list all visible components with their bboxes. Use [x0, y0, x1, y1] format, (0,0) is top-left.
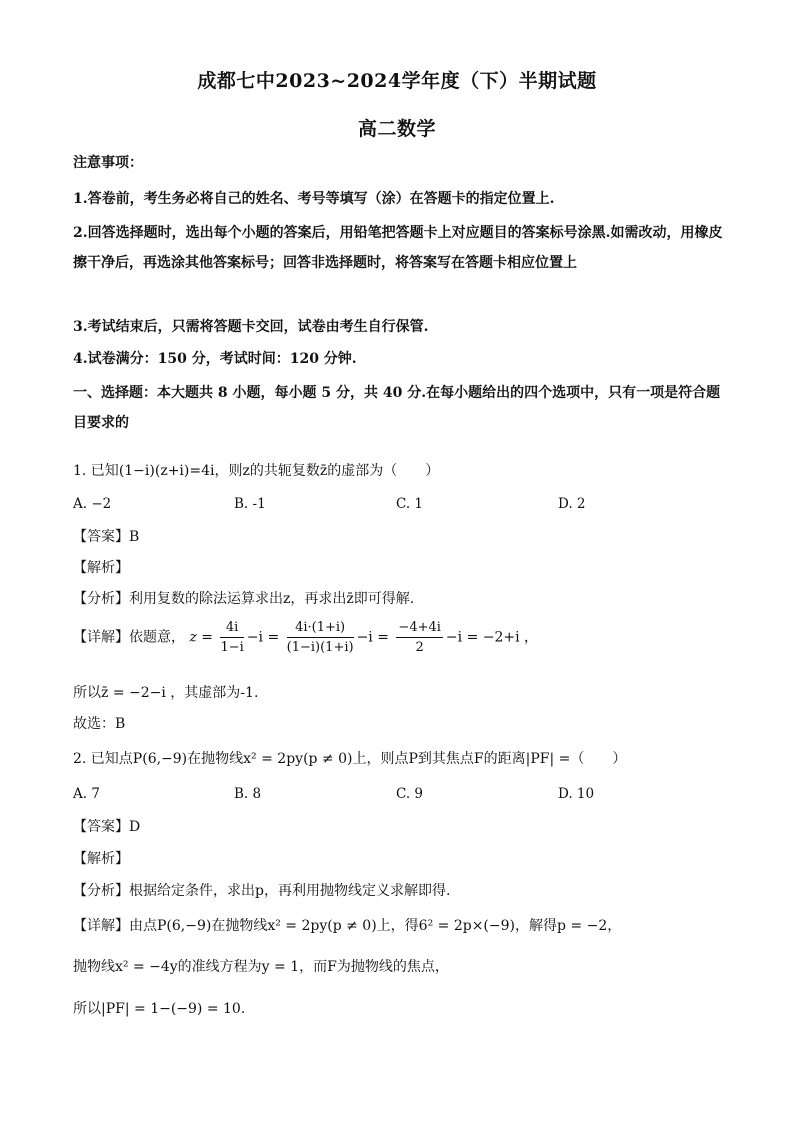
q1-choose: 故选：B	[73, 716, 126, 732]
q1-option-d: D. 2	[558, 496, 586, 512]
q1-fraction-3: $\frac{-4+4i}{2}$	[398, 620, 441, 655]
q1-fraction-1: $\frac{4i}{1-i}$	[220, 620, 244, 655]
page-title: 成都七中2023~2024学年度（下）半期试题	[197, 70, 597, 92]
q1-fenxi: 【分析】利用复数的除法运算求出z，再求出z̄即可得解.	[73, 591, 415, 607]
note-4: 4.试卷满分：150 分，考试时间：120 分钟.	[73, 351, 357, 367]
q2-stem: 2. 已知点P(6,−9)在抛物线x² = 2py(p ≠ 0)上，则点P到其焦点F的距离|PF| =（ ）	[73, 751, 627, 767]
q2-answer: 【答案】D	[73, 819, 141, 835]
q1-detail-tag: 【详解】依题意，	[73, 629, 185, 646]
notes-heading: 注意事项：	[73, 155, 143, 171]
q1-prefix: 1. 已知	[73, 463, 119, 479]
q1-so: 所以z̄ = −2−i ，其虚部为-1.	[73, 685, 259, 701]
q1-detail-lhs: z =	[189, 629, 214, 646]
page-subtitle: 高二数学	[357, 118, 436, 140]
q2-option-d: D. 10	[558, 786, 595, 802]
q1-stem	[73, 460, 439, 480]
q2-detail: 【详解】由点P(6,−9)在抛物线x² = 2py(p ≠ 0)上，得6² = 2p×(−9)，解得p = −2，	[73, 918, 622, 934]
q2-directrix: 抛物线x² = −4y的准线方程为y = 1，而F为抛物线的焦点，	[73, 959, 449, 975]
note-2: 2.回答选择题时，选出每个小题的答案后，用铅笔把答题卡上对应题目的答案标号涂黑.如需改动，用橡皮擦干净后，再选涂其他答案标号；回答非选择题时，将答案写在答题卡相应位置上	[73, 225, 723, 271]
q1-fraction-2: $\frac{4i\cdot(1+i)}{(1-i)(1+i)}$	[286, 620, 354, 655]
q1-analysis-tag: 【解析】	[73, 560, 129, 576]
q1-option-a: A. −2	[73, 496, 112, 512]
q2-fenxi: 【分析】根据给定条件，求出p，再利用抛物线定义求解即得.	[73, 883, 451, 899]
q2-analysis-tag: 【解析】	[73, 851, 129, 867]
q2-option-a: A. 7	[73, 786, 100, 802]
section-heading: 一、选择题：本大题共 8 小题，每小题 5 分，共 40 分.在每小题给出的四个选项中，只有一项是符合题目要求的	[73, 385, 721, 431]
q1-option-c: C. 1	[396, 496, 424, 512]
note-3: 3.考试结束后，只需将答题卡交回，试卷由考生自行保管.	[73, 319, 429, 335]
q1-answer: 【答案】B	[73, 529, 140, 545]
note-1: 1.答卷前，考生务必将自己的姓名、考号等填写（涂）在答题卡的指定位置上.	[73, 191, 555, 207]
q2-option-c: C. 9	[396, 786, 424, 802]
q2-option-b: B. 8	[234, 786, 262, 802]
q1-suffix: ，则z的共轭复数z̄的虚部为（ ）	[214, 463, 440, 479]
q1-formula: (1−i)(z+i)=4i	[118, 463, 215, 479]
q2-so: 所以|PF| = 1−(−9) = 10.	[73, 1001, 246, 1017]
q1-detail: 【详解】依题意， z = $\frac{4i}{1-i}$ −i = $\frac{4i\cdot(1+i)}{(1-i)(1+i)}$ −i = $\frac{-4+4i}{2}$ −i = −2+i ，	[73, 620, 539, 655]
q1-option-b: B. -1	[234, 496, 266, 512]
